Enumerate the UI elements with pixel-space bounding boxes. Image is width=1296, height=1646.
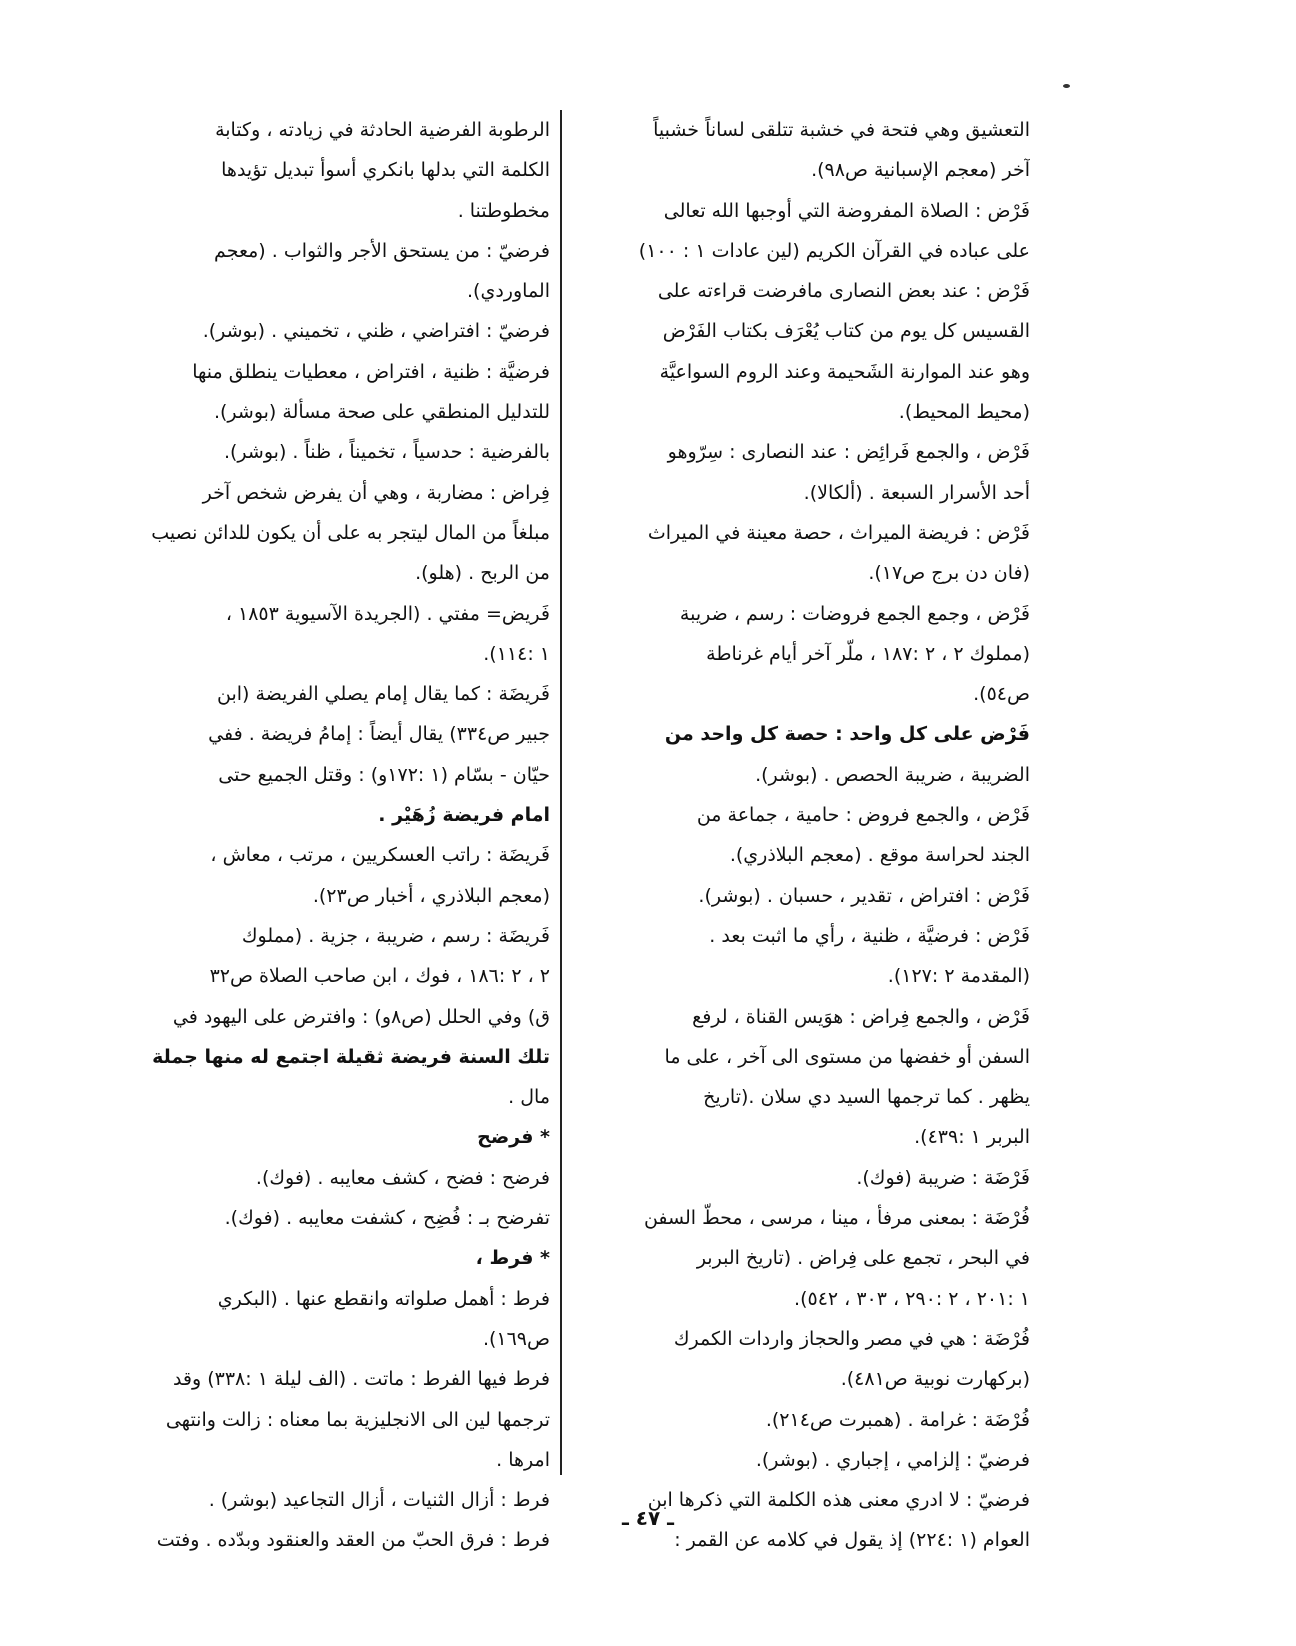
text-line: الماوردي). xyxy=(467,280,550,303)
text-line: جبير ص٣٣٤) يقال أيضاً : إمامُ فريضة . ففي xyxy=(208,723,550,746)
text-line: العوام (١ :٢٢٤) إذ يقول في كلامه عن القمر : xyxy=(674,1529,1030,1552)
text-line: القسيس كل يوم من كتاب يُعْرَف بكتاب الفَرْض xyxy=(662,320,1030,343)
text-line: فرضيَّة : ظنية ، افتراض ، معطيات ينطلق منها xyxy=(192,360,550,383)
scan-speck xyxy=(1063,84,1070,88)
text-line: فَرْض ، والجمع فَرائِض : عند النصارى : سِرّوهو xyxy=(667,441,1030,464)
text-line: (محيط المحيط). xyxy=(898,401,1030,424)
text-line: السفن أو خفضها من مستوى الى آخر ، على ما xyxy=(664,1045,1030,1068)
text-line: امام فريضة زُهَيْر . xyxy=(378,804,550,827)
text-line: تفرضح بـ : فُضِح ، كشفت معايبه . (فوك). xyxy=(224,1207,550,1230)
page-number: ـ ٤٧ ـ xyxy=(621,1506,675,1530)
text-line: فرط : أهمل صلواته وانقطع عنها . (البكري xyxy=(217,1287,550,1310)
text-line: فرط فيها الفرط : ماتت . (الف ليلة ١ :٣٣٨) وقد xyxy=(172,1368,550,1391)
text-line: ١ :٢٠١ ، ٢ :٢٩٠ ، ٣٠٣ ، ٥٤٢). xyxy=(794,1287,1030,1310)
text-line: (بركهارت نوبية ص٤٨١). xyxy=(840,1368,1030,1391)
text-line: * فرط ، xyxy=(475,1247,550,1270)
text-line: بالفرضية : حدسياً ، تخميناً ، ظناً . (بوشر). xyxy=(223,441,550,464)
text-line: في البحر ، تجمع على فِراض . (تاريخ البربر xyxy=(696,1247,1030,1270)
text-line: مبلغاً من المال ليتجر به على أن يكون للدائن نصيب xyxy=(151,521,550,544)
text-line: ق) وفي الحلل (ص٨و) : وافترض على اليهود في xyxy=(172,1005,550,1028)
text-line: البربر ١ :٤٣٩). xyxy=(914,1126,1030,1149)
text-line: فرضيّ : إلزامي ، إجباري . (بوشر). xyxy=(755,1448,1030,1471)
text-line: أحد الأسرار السبعة . (ألكالا). xyxy=(803,481,1030,504)
text-line: فرضيّ : افتراضي ، ظني ، تخميني . (بوشر). xyxy=(202,320,550,343)
text-line: ترجمها لين الى الانجليزية بما معناه : زالت وانتهى xyxy=(165,1408,550,1431)
text-line: فرط : أزال الثنيات ، أزال التجاعيد (بوشر) . xyxy=(208,1489,550,1512)
column-divider xyxy=(560,110,562,1475)
text-line: (فان دن برج ص١٧). xyxy=(868,562,1030,585)
text-line: فَرْض ، والجمع فِراض : هوَيس القناة ، لرفع xyxy=(692,1005,1030,1028)
text-line: فرضيّ : من يستحق الأجر والثواب . (معجم xyxy=(214,239,550,262)
text-line: فَرْض : عند بعض النصارى مافرضت قراءته على xyxy=(657,280,1030,303)
right-text-column xyxy=(600,110,1030,1561)
text-line: فَرْض على كل واحد : حصة كل واحد من xyxy=(664,723,1030,746)
text-line: الرطوبة الفرضية الحادثة في زيادته ، وكتابة xyxy=(215,119,550,141)
text-line: فَرْضَة : ضريبة (فوك). xyxy=(856,1166,1030,1189)
text-line: ٢ ، ٢ :١٨٦ ، فوك ، ابن صاحب الصلاة ص٣٢ xyxy=(209,965,550,988)
text-line: فرضح : فضح ، كشف معايبه . (فوك). xyxy=(255,1166,550,1189)
text-line: من الربح . (هلو). xyxy=(415,562,550,585)
text-line: مخطوطتنا . xyxy=(457,199,550,222)
text-line: (المقدمة ٢ :١٢٧). xyxy=(887,965,1030,988)
text-line: فرط : فرق الحبّ من العقد والعنقود وبدّده . وفتت xyxy=(156,1529,550,1552)
text-line: آخر (معجم الإسبانية ص٩٨). xyxy=(811,159,1030,182)
text-line: (مملوك ٢ ، ٢ :١٨٧ ، ملّر آخر أيام غرناطة xyxy=(706,642,1030,665)
text-line: للتدليل المنطقي على صحة مسألة (بوشر). xyxy=(213,401,550,424)
text-line: ص٥٤). xyxy=(973,683,1030,706)
text-line: فَريضَة : رسم ، ضريبة ، جزية . (مملوك xyxy=(241,924,550,947)
text-line: التعشيق وهي فتحة في خشبة تتلقى لساناً خشبياً xyxy=(653,119,1030,141)
text-line: الكلمة التي بدلها بانكري أسوأ تبديل تؤيدها xyxy=(221,159,550,182)
text-line: الجند لحراسة موقع . (معجم البلاذري). xyxy=(729,844,1030,867)
text-line: وهو عند الموارنة الشَحيمة وعند الروم السواعيَّة xyxy=(659,360,1030,383)
text-line: ص١٦٩). xyxy=(482,1327,550,1350)
text-line: فَريضَة : راتب العسكريين ، مرتب ، معاش ، xyxy=(210,844,550,867)
text-line: * فرضح xyxy=(477,1126,550,1149)
text-line: فَرْض : فرضيَّة ، ظنية ، رأي ما اثبت بعد . xyxy=(709,924,1030,947)
text-line: فرضيّ : لا ادري معنى هذه الكلمة التي ذكرها ابن xyxy=(647,1489,1030,1512)
text-line: يظهر . كما ترجمها السيد دي سلان .(تاريخ xyxy=(703,1086,1030,1109)
text-line: مال . xyxy=(508,1086,550,1109)
text-line: فِراض : مضاربة ، وهي أن يفرض شخص آخر xyxy=(202,481,550,504)
text-line: ١ :١١٤). xyxy=(483,642,550,665)
text-line: فَرْض ، والجمع فروض : حامية ، جماعة من xyxy=(696,804,1030,827)
text-line: على عباده في القرآن الكريم (لين عادات ١ : ١٠٠) xyxy=(638,239,1030,262)
text-line: فَريض= مفتي . (الجريدة الآسيوية ١٨٥٣ ، xyxy=(225,602,550,625)
text-line: امرها . xyxy=(496,1448,550,1471)
text-line: فَرْض : فريضة الميراث ، حصة معينة في الميراث xyxy=(647,521,1030,544)
text-line: فُرْضَة : بمعنى مرفأ ، مينا ، مرسى ، محطّ السفن xyxy=(643,1207,1030,1230)
left-text-column xyxy=(90,110,550,1561)
text-line: فَريضَة : كما يقال إمام يصلي الفريضة (ابن xyxy=(217,683,550,706)
text-line: فُرْضَة : غرامة . (همبرت ص٢١٤). xyxy=(765,1408,1030,1431)
text-line: فَرْض : الصلاة المفروضة التي أوجبها الله تعالى xyxy=(663,199,1030,222)
text-line: (معجم البلاذري ، أخبار ص٢٣). xyxy=(312,884,550,907)
text-line: حيّان - بسّام (١ :١٧٢و) : وقتل الجميع حتى xyxy=(218,763,550,786)
text-line: فَرْض : افتراض ، تقدير ، حسبان . (بوشر). xyxy=(698,884,1030,907)
text-line: الضريبة ، ضريبة الحصص . (بوشر). xyxy=(755,763,1030,786)
text-line: فَرْض ، وجمع الجمع فروضات : رسم ، ضريبة xyxy=(679,602,1030,625)
text-line: فُرْضَة : هي في مصر والحجاز واردات الكمرك xyxy=(673,1327,1030,1350)
text-line: تلك السنة فريضة ثقيلة اجتمع له منها جملة xyxy=(152,1045,550,1068)
